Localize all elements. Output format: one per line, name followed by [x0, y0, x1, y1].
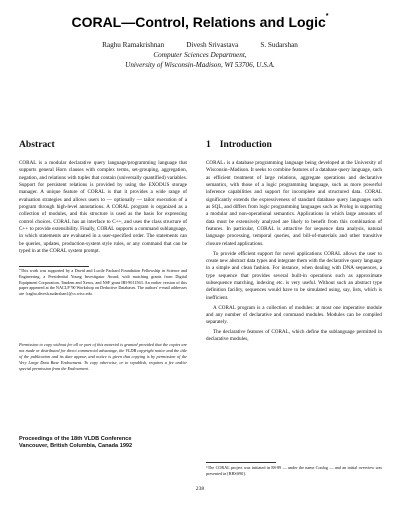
affiliation-department: Computer Sciences Department, [153, 51, 247, 59]
abstract-heading: Abstract [19, 139, 55, 150]
footnote-ref: 1 [223, 160, 226, 165]
proceedings-line-1: Proceedings of the 18th VLDB Conference [19, 436, 132, 442]
author-name: Raghu Ramakrishnan [102, 41, 165, 49]
abstract-paragraph: CORAL is a modular declarative query language/programming language that supports general Horn clauses with complex terms, set-grouping, aggregation, negation, and relations with tuples that contain (universally quantified) variables. Support for persistent relations is provided by using the EXODUS storage manager. A unique feature of CORAL is that it provides a wide range of evaluation strategies and allows users to — optionally — tailor execution of a program through high-level annotations. A CORAL program is organized as a collection of modules, and this structure is used as the basis for expressing control choices. CORAL has an interface to C++, and uses the class structure of C++ to provide extensibility. Finally, CORAL supports a command sublanguage, in which statements are evaluated in a user-specified order. The statements can be queries, updates, production-system style rules, or any command that can be typed in at the CORAL system prompt. [19, 160, 187, 255]
footnote-divider [206, 462, 276, 463]
author-name: S. Sudarshan [260, 41, 298, 49]
intro-paragraph-2: To provide efficient support for novel applications CORAL allows the user to create new abstract data types and integrate them with the declarative query language in a simple and clean fashion. For instance, when dealing with DNA sequences, a type sequence that provides several built-in operations such as approximate subsequence matching, indexing etc. is very useful. Without such an abstract type definition facility, sequences would have to be simulated using, say, lists, which is inefficient. [206, 250, 382, 301]
introduction-heading [206, 139, 382, 150]
affiliation-address: University of Wisconsin-Madison, WI 53706, U.S.A. [125, 60, 275, 69]
section-title: Introduction [219, 139, 272, 150]
author-name: Divesh Srivastava [186, 41, 239, 49]
page-number: 238 [195, 486, 205, 492]
proceedings-info [19, 436, 187, 451]
section-number: 1 [206, 139, 211, 150]
footnote-text: This work was supported by a David and Lucile Packard Foundation Fellowship in Science and Engineering, a Presidential Young Investigator Award, with matching grants from Digital Equipment Corporation, Tandem and Xerox, and NSF grant IRI-9011563. An earlier version of this paper appeared at the NACLP '90 Workshop on Deductive Databases. The authors' e-mail addresses are {raghu,divesh,sudarshan}@cs.wisc.edu. [19, 268, 187, 296]
footnote-mark: * [19, 267, 21, 272]
intro-paragraph-1: CORAL$^1$ is a database programming language being developed at the University of Wisconsin–Madison. It seeks to combine features of a database query language, such as efficient treatment of large relations, aggregate operations and declarative semantics, with those of a logic programming language, such as more powerful inference capabilities and support for incomplete and structured data. CORAL significantly extends the expressiveness of standard database query languages such as SQL, and differs from logic programming languages such as Prolog in supporting a modular and non-operational semantics. Applications in which large amounts of data must be extensively analyzed are likely to benefit from this combination of features. In particular, CORAL is attractive for sequence data analysis, natural language processing, temporal queries, and bill-of-materials and other transitive closure related applications. [206, 160, 382, 247]
author-list [0, 41, 400, 49]
introduction-section [206, 139, 382, 344]
proceedings-line-2: Vancouver, British Columbia, Canada 1992 [19, 443, 133, 450]
footnote-divider [19, 266, 89, 267]
intro-paragraph-3: A CORAL program is a collection of modules: at most one imperative module and any number of declarative and command modules. Modules can be compiled separately. [206, 304, 382, 326]
funding-footnote [19, 268, 187, 297]
footnote-mark: 1 [206, 464, 208, 469]
title-footnote-mark: * [325, 13, 329, 20]
project-footnote [206, 465, 382, 477]
footnote-text: The CORAL project was initiated in 88-89 — under the name Conlog — and an initial overview was presented in [RBSS90]. [206, 465, 382, 476]
paper-title: CORAL—Control, Relations and Logic* [71, 13, 329, 30]
permission-notice: Permission to copy without fee all or part of this material is granted provided that the copies are not made or distributed for direct commercial advantage, the VLDB copyright notice and the title of the publication and its date appear, and notice is given that copying is by permission of the Very Large Data Base Endowment. To copy otherwise, or to republish, requires a fee and/or special permission from the Endowment. [19, 342, 187, 372]
intro-paragraph-4: The declarative features of CORAL, which define the sublanguage permitted in declarative modules, [206, 329, 382, 343]
abstract-section [19, 139, 187, 255]
